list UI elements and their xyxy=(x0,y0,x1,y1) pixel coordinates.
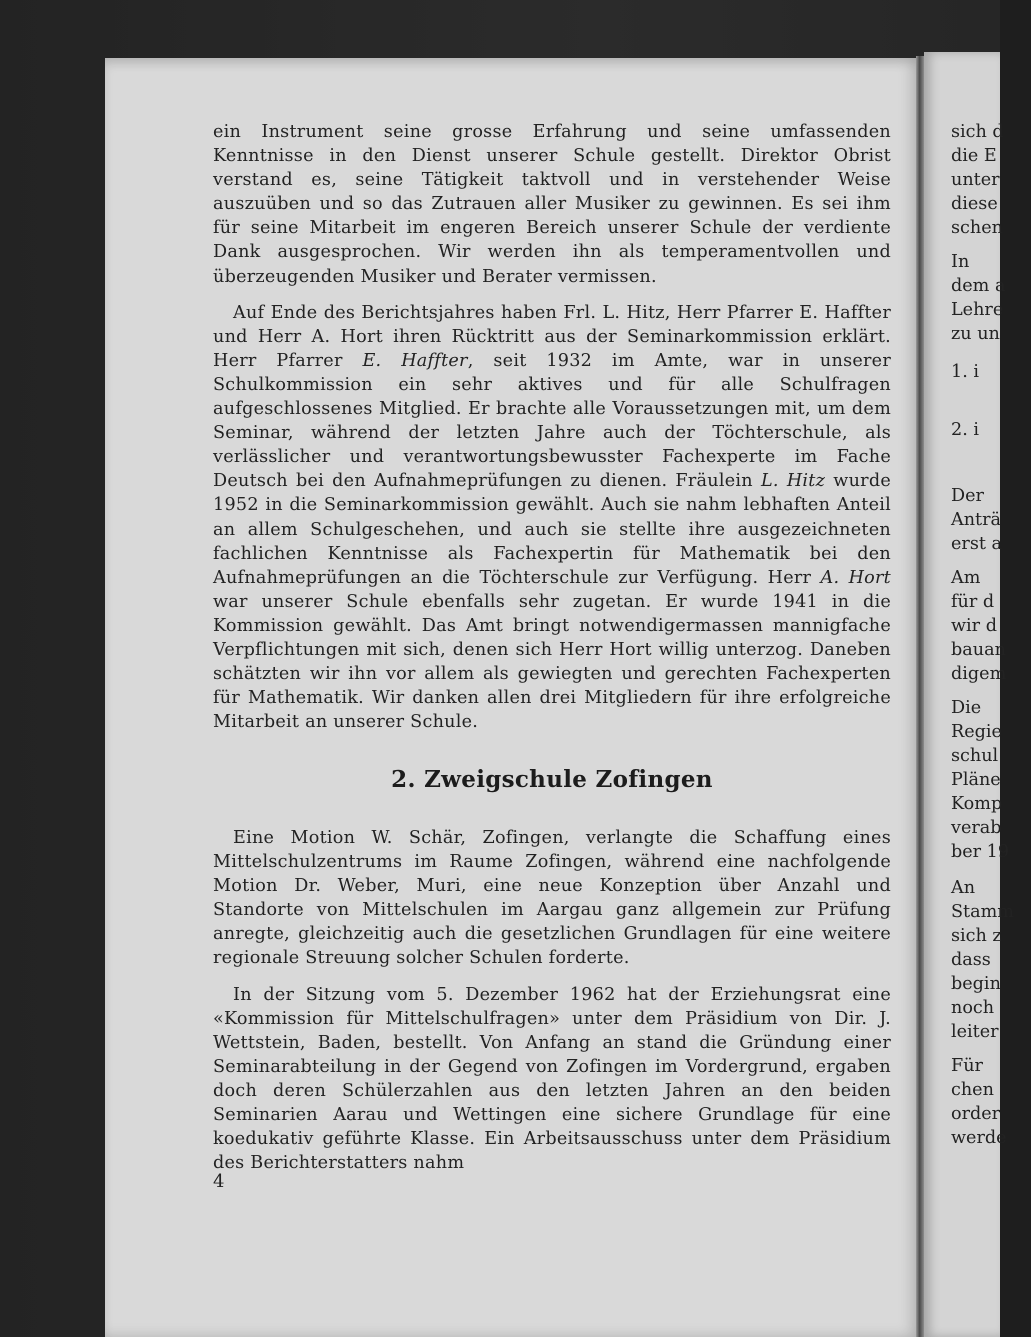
right-page-line: ber 19 xyxy=(951,842,1010,862)
right-page-line: schen xyxy=(951,218,1003,238)
book-spine xyxy=(916,56,924,1337)
right-page-line: Komp xyxy=(951,794,1003,814)
right-page-line: bauan xyxy=(951,640,1006,660)
right-page-line: begin xyxy=(951,974,1001,994)
text-run: , seit 1932 im Amte, war in unserer Schulkommission ein sehr aktives und für alle Schulfragen aufgeschlossenes Mitglied. Er brachte alle Voraussetzungen mit, um dem Seminar, während der letzten Jahre auch der Töchterschule, als verlässlicher und verantwortungsbewusster Fachexperte im Fache Deutsch bei den Aufnahmeprüfungen zu dienen. Fräulein xyxy=(213,350,891,492)
right-page-line: zu un xyxy=(951,324,1000,344)
section-heading: 2. Zweigschule Zofingen xyxy=(391,766,713,793)
right-page-line: dem a xyxy=(951,276,1006,296)
right-page-line: 2. i xyxy=(951,420,980,440)
paragraph xyxy=(213,826,891,971)
italic-name: E. Haffter xyxy=(362,350,468,371)
right-page-line: Die xyxy=(951,698,982,718)
paragraph xyxy=(213,983,891,1176)
text-run: wurde 1952 in die Seminarkommission gewählt. Auch sie nahm lebhaften Anteil an allem Schulgeschehen, und auch sie stellte ihre ausgezeichneten fachlichen Kenntnisse als Fachexpertin für Mathematik bei den Aufnahmeprüfungen an die Töchterschule zur Verfügung. Herr xyxy=(213,471,891,588)
page-number: 4 xyxy=(213,1171,225,1192)
right-page-line: schul xyxy=(951,746,999,766)
italic-name: L. Hitz xyxy=(760,471,826,492)
right-page-line: chen xyxy=(951,1080,994,1100)
right-page-line: An xyxy=(951,878,976,898)
right-page-line: für d xyxy=(951,592,995,612)
paragraph xyxy=(213,120,891,289)
right-page-line: In xyxy=(951,252,970,272)
text-run: ein Instrument seine grosse Erfahrung und seine umfassenden Kenntnisse in den Dienst unserer Schule gestellt. Direktor Obrist verstand es, seine Tätigkeit taktvoll und in verstehender Weise auszuüben und so das Zutrauen aller Musiker zu gewinnen. Es sei ihm für seine Mitarbeit im engeren Bereich unserer Schule der verdiente Dank ausgesprochen. Wir werden ihn als temperamentvollen und überzeugenden Musiker und Berater vermissen. xyxy=(213,122,891,287)
right-page-line: Regie xyxy=(951,722,1002,742)
right-page-line: Für xyxy=(951,1056,983,1076)
right-page-line: digem xyxy=(951,664,1007,684)
text-run: war unserer Schule ebenfalls sehr zugetan. Er wurde 1941 in die Kommission gewählt. Das Amt bringt notwendigermassen mannigfache Verpflichtungen mit sich, denen sich Herr Hort willig unterzog. Daneben schätzten wir ihn vor allem als gewiegten und gerechten Fachexperten für Mathematik. Wir danken allen drei Mitgliedern für ihre erfolgreiche Mitarbeit an unserer Schule. xyxy=(213,591,891,733)
right-page-line: unter xyxy=(951,170,1000,190)
right-page-line: Am xyxy=(951,568,981,588)
right-page-line: sich z xyxy=(951,926,1002,946)
body-text-bottom xyxy=(213,826,891,1187)
right-page-line: werde xyxy=(951,1128,1007,1148)
right-page-line: verab xyxy=(951,818,1002,838)
right-page-line: wir d xyxy=(951,616,997,636)
paragraph xyxy=(213,301,891,735)
right-page-line: die E xyxy=(951,146,997,166)
right-page-line: Stamm xyxy=(951,902,1014,922)
right-page-line: 1. i xyxy=(951,362,980,382)
right-page-line: Pläne xyxy=(951,770,1001,790)
right-page-line: leiter xyxy=(951,1022,999,1042)
right-page-line: diese xyxy=(951,194,998,214)
right-page-line: Lehre xyxy=(951,300,1004,320)
italic-name: A. Hort xyxy=(820,567,891,588)
body-text-top xyxy=(213,120,891,746)
right-page-line: sich d xyxy=(951,122,1004,142)
text-run: Eine Motion W. Schär, Zofingen, verlangte die Schaffung eines Mittelschulzentrums im Raume Zofingen, während eine nachfolgende Motion Dr. Weber, Muri, eine neue Konzeption über Anzahl und Standorte von Mittelschulen im Aargau ganz allgemein zur Prüfung anregte, gleichzeitig auch die gesetzlichen Grundlagen für eine weitere regionale Streuung solcher Schulen forderte. xyxy=(213,828,891,969)
text-run: In der Sitzung vom 5. Dezember 1962 hat der Erziehungsrat eine «Kommission für Mittelschulfragen» unter dem Präsidium von Dir. J. Wettstein, Baden, bestellt. Von Anfang an stand die Gründung einer Seminarabteilung in der Gegend von Zofingen im Vordergrund, ergaben doch deren Schülerzahlen aus den letzten Jahren an den beiden Seminarien Aarau und Wettingen eine sichere Grundlage für eine koedukativ geführte Klasse. Ein Arbeitsausschuss unter dem Präsidium des Berichterstatters nahm xyxy=(213,984,891,1174)
right-page-line: Der xyxy=(951,486,984,506)
text-run: Auf Ende des Berichtsjahres haben Frl. L. Hitz, Herr Pfarrer E. Haffter und Herr A. Hort ihren Rücktritt aus der Seminarkommission erklärt. Herr Pfarrer xyxy=(213,302,891,371)
right-page-line: order xyxy=(951,1104,1001,1124)
right-page-line: dass xyxy=(951,950,991,970)
right-page-line: Anträ xyxy=(951,510,1002,530)
right-page-line: erst a xyxy=(951,534,1003,554)
right-page-line: noch xyxy=(951,998,995,1018)
